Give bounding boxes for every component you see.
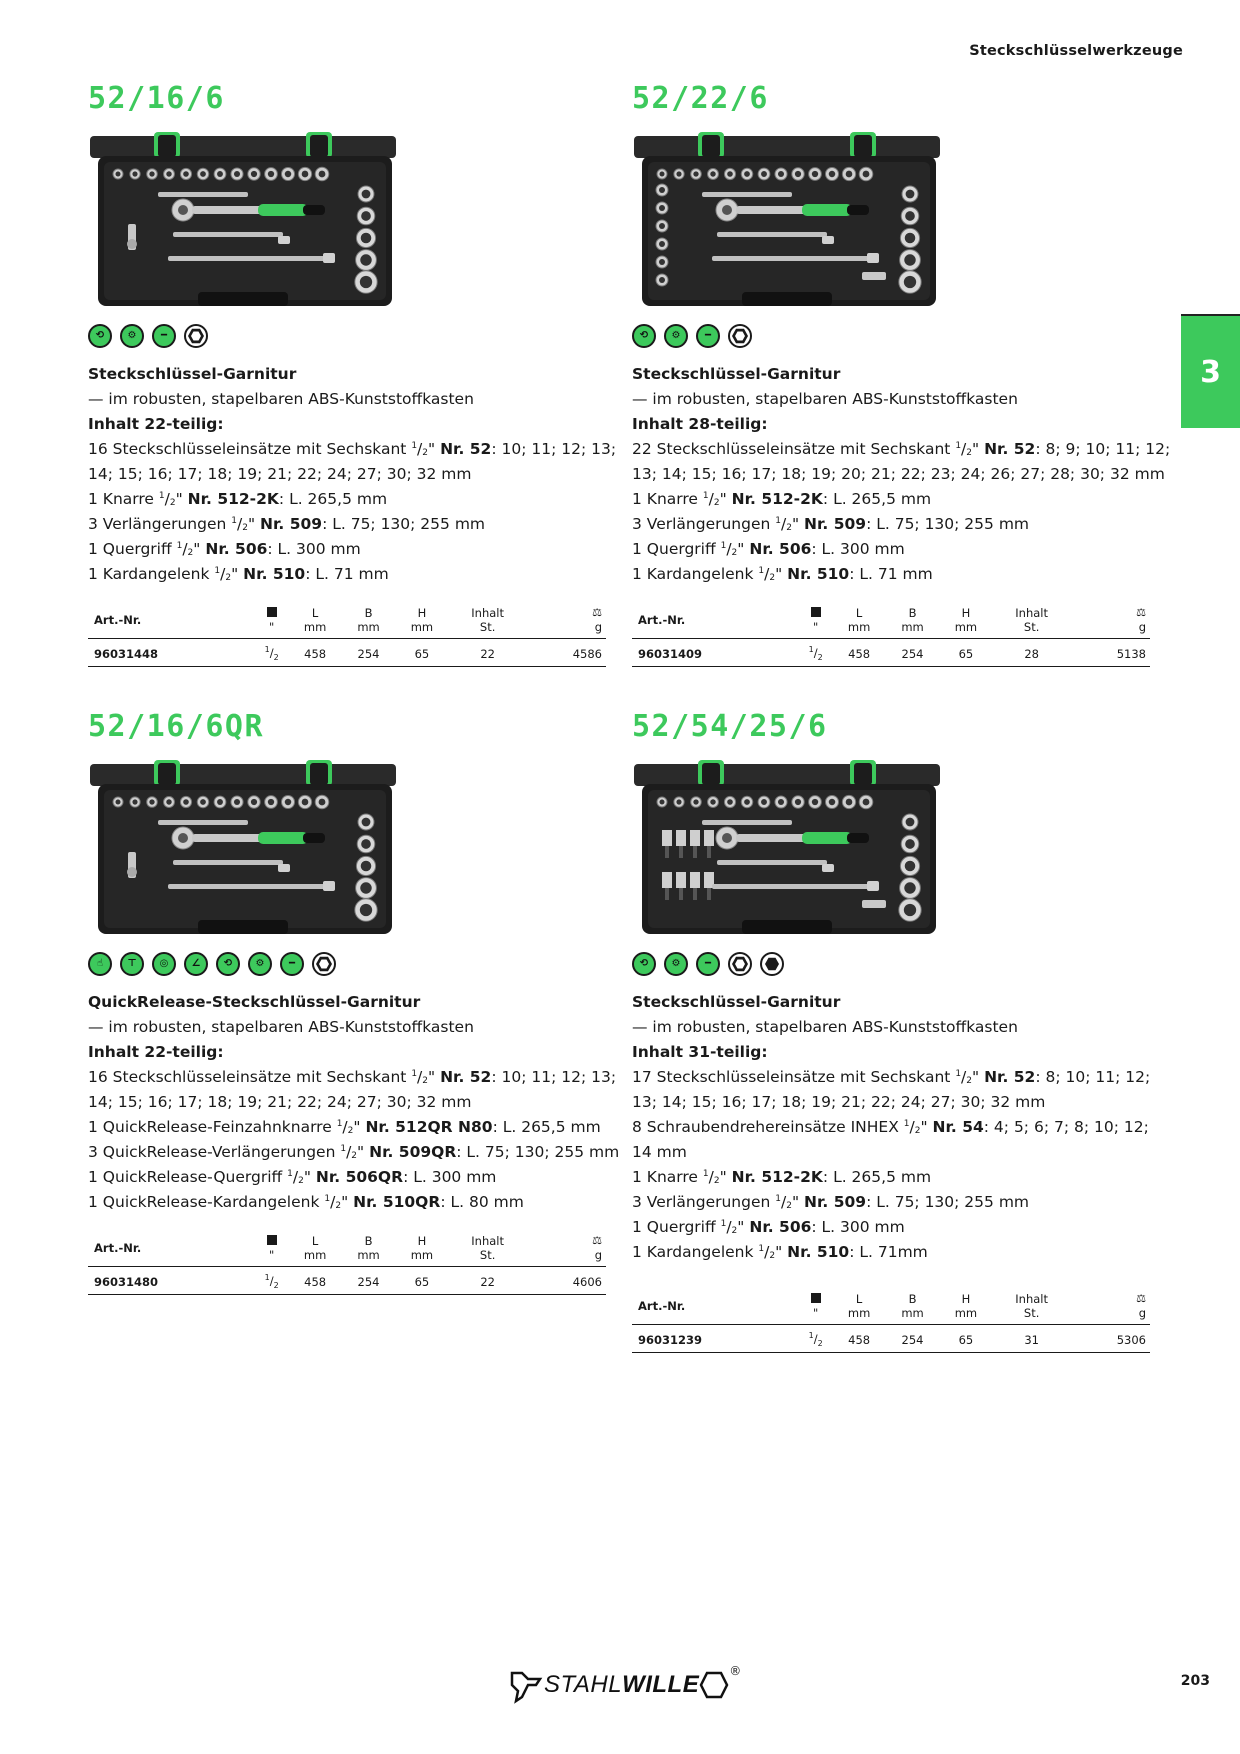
content-line: 1 QuickRelease-Feinzahnknarre $^1/_2$" Nr. 512QR N80: L. 265,5 mm [88, 1118, 601, 1136]
hexagon-icon [728, 324, 752, 348]
col-content: Inhalt St. [449, 603, 527, 639]
ratchet-icon: ⟲ [632, 324, 656, 348]
col-content: Inhalt St. [993, 603, 1071, 639]
article-number: Nr. 510QR [353, 1193, 441, 1211]
logo-text-light: STAHL [544, 1671, 623, 1698]
article-number: Nr. 509 [260, 515, 323, 533]
case-note: — im robusten, stapelbaren ABS-Kunststoffkasten [88, 1018, 474, 1036]
content-line: 1 Kardangelenk $^1/_2$" Nr. 510: L. 71mm [632, 1243, 928, 1261]
col-height: H mm [395, 1231, 448, 1267]
2k-handle-icon: ━ [280, 952, 304, 976]
fraction: $^1/_2$ [176, 540, 194, 558]
content-line: 1 Knarre $^1/_2$" Nr. 512-2K: L. 265,5 mm [632, 1168, 932, 1186]
fraction: $^1/_2$ [720, 540, 738, 558]
col-height: H mm [939, 603, 992, 639]
certified-icon: ⚙ [120, 324, 144, 348]
article-number: Nr. 510 [787, 1243, 850, 1261]
height-cell: 65 [939, 639, 992, 667]
fraction: $^1/_2$ [411, 440, 429, 458]
product-name: Steckschlüssel-Garnitur [88, 365, 297, 383]
header-category: Steckschlüsselwerkzeuge [969, 43, 1183, 59]
fraction: $^1/_2$ [702, 1168, 720, 1186]
2k-handle-icon: ━ [152, 324, 176, 348]
fraction: $^1/_2$ [324, 1193, 342, 1211]
content-cell: 22 [449, 639, 527, 667]
hexagon-logo-icon [699, 1670, 729, 1700]
spec-table [88, 1231, 606, 1295]
certified-icon: ⚙ [664, 952, 688, 976]
scale-icon: ⚖ [592, 606, 602, 619]
col-length: L mm [832, 1289, 885, 1325]
col-content: Inhalt St. [993, 1289, 1071, 1325]
content-line: 8 Schraubendrehereinsätze INHEX $^1/_2$" Nr. 54: 4; 5; 6; 7; 8; 10; 12; [632, 1118, 1149, 1136]
col-drive: " [799, 603, 833, 639]
content-line: 13; 14; 15; 16; 17; 18; 19; 20; 21; 22; 23; 24; 26; 27; 28; 30; 32 mm [632, 465, 1165, 483]
fraction: $^1/_2$ [287, 1168, 304, 1186]
col-length: L mm [832, 603, 885, 639]
certified-icon: ⚙ [248, 952, 272, 976]
logo-text-bold: WILLE [622, 1671, 700, 1698]
content-heading: Inhalt 31-teilig: [632, 1043, 768, 1061]
drive-cell: $^1/_2$ [799, 1325, 833, 1353]
product-case-image [632, 132, 942, 310]
article-number: Nr. 52 [984, 440, 1036, 458]
col-weight: ⚖ g [1071, 1289, 1150, 1325]
col-art: Art.-Nr. [88, 603, 255, 639]
col-content: Inhalt St. [449, 1231, 527, 1267]
table-row [632, 1325, 1150, 1353]
content-line: 14; 15; 16; 17; 18; 19; 21; 22; 24; 27; 30; 32 mm [88, 465, 472, 483]
chapter-tab[interactable]: 3 [1181, 314, 1240, 428]
80-teeth-icon: ◎ [152, 952, 176, 976]
case-note: — im robusten, stapelbaren ABS-Kunststoffkasten [632, 390, 1018, 408]
square-drive-icon [267, 1235, 277, 1245]
product-case-image [88, 760, 398, 938]
quickrelease-icon: ☝ [88, 952, 112, 976]
content-heading: Inhalt 28-teilig: [632, 415, 768, 433]
col-art: Art.-Nr. [632, 1289, 799, 1325]
art-number-cell: 96031448 [88, 639, 255, 667]
product-title: 52/22/6 [632, 81, 769, 116]
content-line: 1 Kardangelenk $^1/_2$" Nr. 510: L. 71 mm [632, 565, 933, 583]
product-title: 52/16/6 [88, 81, 225, 116]
spec-table [632, 1289, 1150, 1353]
square-drive-icon [811, 607, 821, 617]
product-case-image [632, 760, 942, 938]
product-name: QuickRelease-Steckschlüssel-Garnitur [88, 993, 421, 1011]
registered-mark: ® [729, 1664, 742, 1678]
hexagon-icon [728, 952, 752, 976]
scale-icon: ⚖ [1136, 1292, 1146, 1305]
stahlwille-logo [508, 1660, 744, 1710]
art-number-cell: 96031239 [632, 1325, 799, 1353]
feature-icons [632, 324, 1152, 350]
product-description [88, 990, 620, 1215]
product-block [632, 78, 1171, 667]
content-line: 1 QuickRelease-Kardangelenk $^1/_2$" Nr. 510QR: L. 80 mm [88, 1193, 524, 1211]
article-number: Nr. 506 [749, 540, 812, 558]
col-art: Art.-Nr. [632, 603, 799, 639]
inhex-icon [760, 952, 784, 976]
article-number: Nr. 512-2K [187, 490, 279, 508]
content-line: 14; 15; 16; 17; 18; 19; 21; 22; 24; 27; 30; 32 mm [88, 1093, 472, 1111]
length-cell: 458 [832, 1325, 885, 1353]
table-row [88, 1267, 606, 1295]
length-cell: 458 [288, 1267, 341, 1295]
height-cell: 65 [939, 1325, 992, 1353]
weight-cell: 5138 [1071, 639, 1150, 667]
ratchet-icon: ⟲ [216, 952, 240, 976]
art-number-cell: 96031409 [632, 639, 799, 667]
content-line: 14 mm [632, 1143, 687, 1161]
content-heading: Inhalt 22-teilig: [88, 415, 224, 433]
content-line: 1 QuickRelease-Quergriff $^1/_2$" Nr. 506QR: L. 300 mm [88, 1168, 497, 1186]
content-line: 1 Kardangelenk $^1/_2$" Nr. 510: L. 71 mm [88, 565, 389, 583]
col-height: H mm [395, 603, 448, 639]
product-name: Steckschlüssel-Garnitur [632, 993, 841, 1011]
article-number: Nr. 510 [787, 565, 850, 583]
fraction: $^1/_2$ [214, 565, 232, 583]
width-cell: 254 [886, 639, 939, 667]
product-title: 52/16/6QR [88, 709, 265, 744]
feature-icons [88, 324, 608, 350]
content-cell: 31 [993, 1325, 1071, 1353]
article-number: Nr. 52 [440, 440, 492, 458]
col-weight: ⚖ g [527, 603, 606, 639]
2k-handle-icon: ━ [696, 324, 720, 348]
art-number-cell: 96031480 [88, 1267, 255, 1295]
article-number: Nr. 512-2K [731, 490, 823, 508]
content-line: 1 Quergriff $^1/_2$" Nr. 506: L. 300 mm [632, 540, 905, 558]
content-heading: Inhalt 22-teilig: [88, 1043, 224, 1061]
fraction: $^1/_2$ [411, 1068, 429, 1086]
spec-table [88, 603, 606, 667]
hexagon-icon [184, 324, 208, 348]
length-cell: 458 [288, 639, 341, 667]
scale-icon: ⚖ [1136, 606, 1146, 619]
length-cell: 458 [832, 639, 885, 667]
2k-handle-icon: ━ [696, 952, 720, 976]
width-cell: 254 [342, 639, 395, 667]
wrench-logo-icon [508, 1665, 544, 1705]
fraction: $^1/_2$ [955, 1068, 973, 1086]
content-line: 16 Steckschlüsseleinsätze mit Sechskant $^1/_2$" Nr. 52: 10; 11; 12; 13; [88, 1068, 617, 1086]
table-row [632, 639, 1150, 667]
case-note: — im robusten, stapelbaren ABS-Kunststoffkasten [632, 1018, 1018, 1036]
ratchet-icon: ⟲ [632, 952, 656, 976]
content-line: 3 Verlängerungen $^1/_2$" Nr. 509: L. 75; 130; 255 mm [632, 515, 1030, 533]
table-row [88, 639, 606, 667]
fraction: $^1/_2$ [955, 440, 973, 458]
col-width: B mm [342, 603, 395, 639]
case-note: — im robusten, stapelbaren ABS-Kunststoffkasten [88, 390, 474, 408]
drive-cell: $^1/_2$ [799, 639, 833, 667]
ratchet-icon: ⟲ [88, 324, 112, 348]
content-cell: 28 [993, 639, 1071, 667]
weight-cell: 5306 [1071, 1325, 1150, 1353]
article-number: Nr. 506 [749, 1218, 812, 1236]
col-art: Art.-Nr. [88, 1231, 255, 1267]
content-line: 1 Quergriff $^1/_2$" Nr. 506: L. 300 mm [632, 1218, 905, 1236]
content-line: 3 Verlängerungen $^1/_2$" Nr. 509: L. 75; 130; 255 mm [88, 515, 486, 533]
fraction: $^1/_2$ [231, 515, 248, 533]
col-width: B mm [886, 603, 939, 639]
product-title: 52/54/25/6 [632, 709, 828, 744]
content-line: 1 Knarre $^1/_2$" Nr. 512-2K: L. 265,5 mm [88, 490, 388, 508]
square-drive-icon [811, 1293, 821, 1303]
col-weight: ⚖ g [527, 1231, 606, 1267]
weight-cell: 4606 [527, 1267, 606, 1295]
fraction: $^1/_2$ [903, 1118, 921, 1136]
col-weight: ⚖ g [1071, 603, 1150, 639]
fraction: $^1/_2$ [758, 1243, 776, 1261]
drive-cell: $^1/_2$ [255, 1267, 289, 1295]
product-name: Steckschlüssel-Garnitur [632, 365, 841, 383]
scale-icon: ⚖ [592, 1234, 602, 1247]
product-case-image [88, 132, 398, 310]
col-drive: " [799, 1289, 833, 1325]
fraction: $^1/_2$ [702, 490, 720, 508]
angle-icon: ∠ [184, 952, 208, 976]
width-cell: 254 [342, 1267, 395, 1295]
col-width: B mm [342, 1231, 395, 1267]
product-block [88, 78, 617, 667]
height-cell: 65 [395, 1267, 448, 1295]
weight-cell: 4586 [527, 639, 606, 667]
article-number: Nr. 512QR N80 [365, 1118, 493, 1136]
col-drive: " [255, 603, 289, 639]
col-height: H mm [939, 1289, 992, 1325]
fraction: $^1/_2$ [775, 515, 792, 533]
article-number: Nr. 52 [984, 1068, 1036, 1086]
product-description [88, 362, 617, 587]
col-length: L mm [288, 603, 341, 639]
article-number: Nr. 509 [804, 515, 867, 533]
content-line: 16 Steckschlüsseleinsätze mit Sechskant $^1/_2$" Nr. 52: 10; 11; 12; 13; [88, 440, 617, 458]
content-line: 22 Steckschlüsseleinsätze mit Sechskant $^1/_2$" Nr. 52: 8; 9; 10; 11; 12; [632, 440, 1171, 458]
article-number: Nr. 506QR [315, 1168, 404, 1186]
content-line: 1 Quergriff $^1/_2$" Nr. 506: L. 300 mm [88, 540, 361, 558]
product-description [632, 990, 1152, 1265]
col-length: L mm [288, 1231, 341, 1267]
article-number: Nr. 506 [205, 540, 268, 558]
page-number: 203 [1180, 1673, 1210, 1689]
drive-cell: $^1/_2$ [255, 639, 289, 667]
spec-table [632, 603, 1150, 667]
col-width: B mm [886, 1289, 939, 1325]
width-cell: 254 [886, 1325, 939, 1353]
fraction: $^1/_2$ [720, 1218, 738, 1236]
fraction: $^1/_2$ [775, 1193, 792, 1211]
feature-icons [88, 952, 608, 978]
product-block [632, 706, 1152, 1353]
product-description [632, 362, 1171, 587]
article-number: Nr. 52 [440, 1068, 492, 1086]
article-number: Nr. 510 [243, 565, 306, 583]
content-line: 3 QuickRelease-Verlängerungen $^1/_2$" Nr. 509QR: L. 75; 130; 255 mm [88, 1143, 620, 1161]
fraction: $^1/_2$ [158, 490, 176, 508]
article-number: Nr. 512-2K [731, 1168, 823, 1186]
content-line: 1 Knarre $^1/_2$" Nr. 512-2K: L. 265,5 mm [632, 490, 932, 508]
height-cell: 65 [395, 639, 448, 667]
fraction: $^1/_2$ [340, 1143, 358, 1161]
fraction: $^1/_2$ [758, 565, 776, 583]
article-number: Nr. 509QR [369, 1143, 457, 1161]
col-drive: " [255, 1231, 289, 1267]
content-line: 17 Steckschlüsseleinsätze mit Sechskant $^1/_2$" Nr. 52: 8; 10; 11; 12; [632, 1068, 1151, 1086]
article-number: Nr. 509 [804, 1193, 867, 1211]
hexagon-icon [312, 952, 336, 976]
t-handle-icon: ⊤ [120, 952, 144, 976]
square-drive-icon [267, 607, 277, 617]
feature-icons [632, 952, 1152, 978]
certified-icon: ⚙ [664, 324, 688, 348]
product-block [88, 706, 620, 1295]
content-cell: 22 [449, 1267, 527, 1295]
article-number: Nr. 54 [932, 1118, 984, 1136]
fraction: $^1/_2$ [336, 1118, 354, 1136]
content-line: 13; 14; 15; 16; 17; 18; 19; 21; 22; 24; 27; 30; 32 mm [632, 1093, 1046, 1111]
content-line: 3 Verlängerungen $^1/_2$" Nr. 509: L. 75; 130; 255 mm [632, 1193, 1030, 1211]
